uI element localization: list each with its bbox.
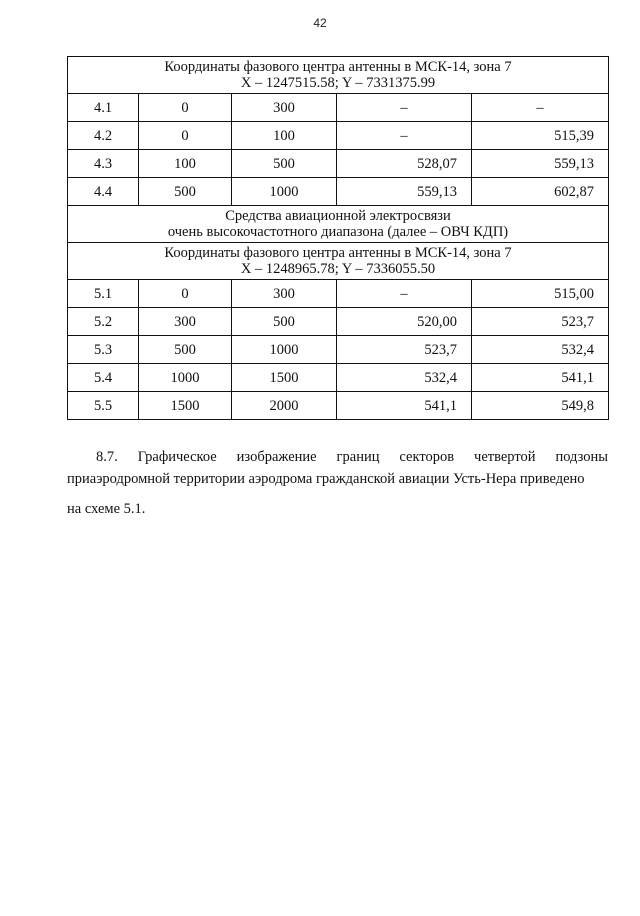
table-row — [68, 280, 609, 308]
table-cell: – — [337, 94, 472, 122]
table-cell: 602,87 — [472, 178, 609, 206]
table-cell: 2000 — [232, 392, 337, 420]
table-cell: 1500 — [139, 392, 232, 420]
table-row — [68, 150, 609, 178]
table-cell: 541,1 — [337, 392, 472, 420]
table-cell: – — [472, 94, 609, 122]
table-cell: 5.2 — [68, 308, 139, 336]
table-row — [68, 336, 609, 364]
table-cell: 559,13 — [472, 150, 609, 178]
table-cell: 1500 — [232, 364, 337, 392]
table-row — [68, 94, 609, 122]
table-cell: 100 — [139, 150, 232, 178]
table-cell: 532,4 — [337, 364, 472, 392]
table-cell: 5.3 — [68, 336, 139, 364]
table-cell: 300 — [232, 94, 337, 122]
paragraph-line-2: приаэродромной территории аэродрома гражданской авиации Усть-Нера приведено — [67, 471, 585, 487]
section-title-line2: очень высокочастотного диапазона (далее – ОВЧ КДП) — [167, 224, 509, 240]
page-number: 42 — [313, 16, 327, 30]
table-row — [68, 308, 609, 336]
table-cell: 5.1 — [68, 280, 139, 308]
table-cell: 559,13 — [337, 178, 472, 206]
coordinates-values: X – 1248965.78; Y – 7336055.50 — [240, 261, 436, 277]
table-cell: 532,4 — [472, 336, 609, 364]
table-cell: 100 — [232, 122, 337, 150]
table-cell: 4.4 — [68, 178, 139, 206]
table-cell: 0 — [139, 94, 232, 122]
table-cell: 520,00 — [337, 308, 472, 336]
table-cell: 523,7 — [337, 336, 472, 364]
section-header-cell — [68, 243, 609, 280]
table-cell: 515,00 — [472, 280, 609, 308]
coordinates-values: X – 1247515.58; Y – 7331375.99 — [240, 75, 436, 91]
section-title-row — [68, 206, 609, 243]
table-cell: 4.3 — [68, 150, 139, 178]
table-cell: 549,8 — [472, 392, 609, 420]
table-cell: 1000 — [139, 364, 232, 392]
table-cell: 0 — [139, 122, 232, 150]
table-row — [68, 392, 609, 420]
paragraph-line-1: 8.7. Графическое изображение границ секторов четвертой подзоны — [96, 449, 608, 465]
table-row — [68, 364, 609, 392]
section-header-cell — [68, 57, 609, 94]
coordinates-title: Координаты фазового центра антенны в МСК-14, зона 7 — [164, 245, 512, 261]
table-row — [68, 178, 609, 206]
table-cell: 0 — [139, 280, 232, 308]
table-cell: 528,07 — [337, 150, 472, 178]
table-cell: 300 — [232, 280, 337, 308]
sector-table — [67, 56, 609, 420]
table-cell: 515,39 — [472, 122, 609, 150]
coordinates-title: Координаты фазового центра антенны в МСК-14, зона 7 — [164, 59, 512, 75]
table-cell: – — [337, 122, 472, 150]
table-cell: 500 — [139, 178, 232, 206]
table-cell: 4.2 — [68, 122, 139, 150]
section-title-cell — [68, 206, 609, 243]
table-cell: 4.1 — [68, 94, 139, 122]
table-cell: 500 — [232, 308, 337, 336]
table-cell: 300 — [139, 308, 232, 336]
section-header-row — [68, 57, 609, 94]
table-row — [68, 122, 609, 150]
table-cell: 500 — [139, 336, 232, 364]
paragraph-line-3: на схеме 5.1. — [67, 501, 146, 517]
section-header-row — [68, 243, 609, 280]
table-cell: 500 — [232, 150, 337, 178]
table-cell: 523,7 — [472, 308, 609, 336]
table-cell: 5.4 — [68, 364, 139, 392]
table-cell: 5.5 — [68, 392, 139, 420]
table-cell: 1000 — [232, 178, 337, 206]
section-title-line1: Средства авиационной электросвязи — [225, 208, 451, 224]
table-cell: – — [337, 280, 472, 308]
table-cell: 541,1 — [472, 364, 609, 392]
table-cell: 1000 — [232, 336, 337, 364]
